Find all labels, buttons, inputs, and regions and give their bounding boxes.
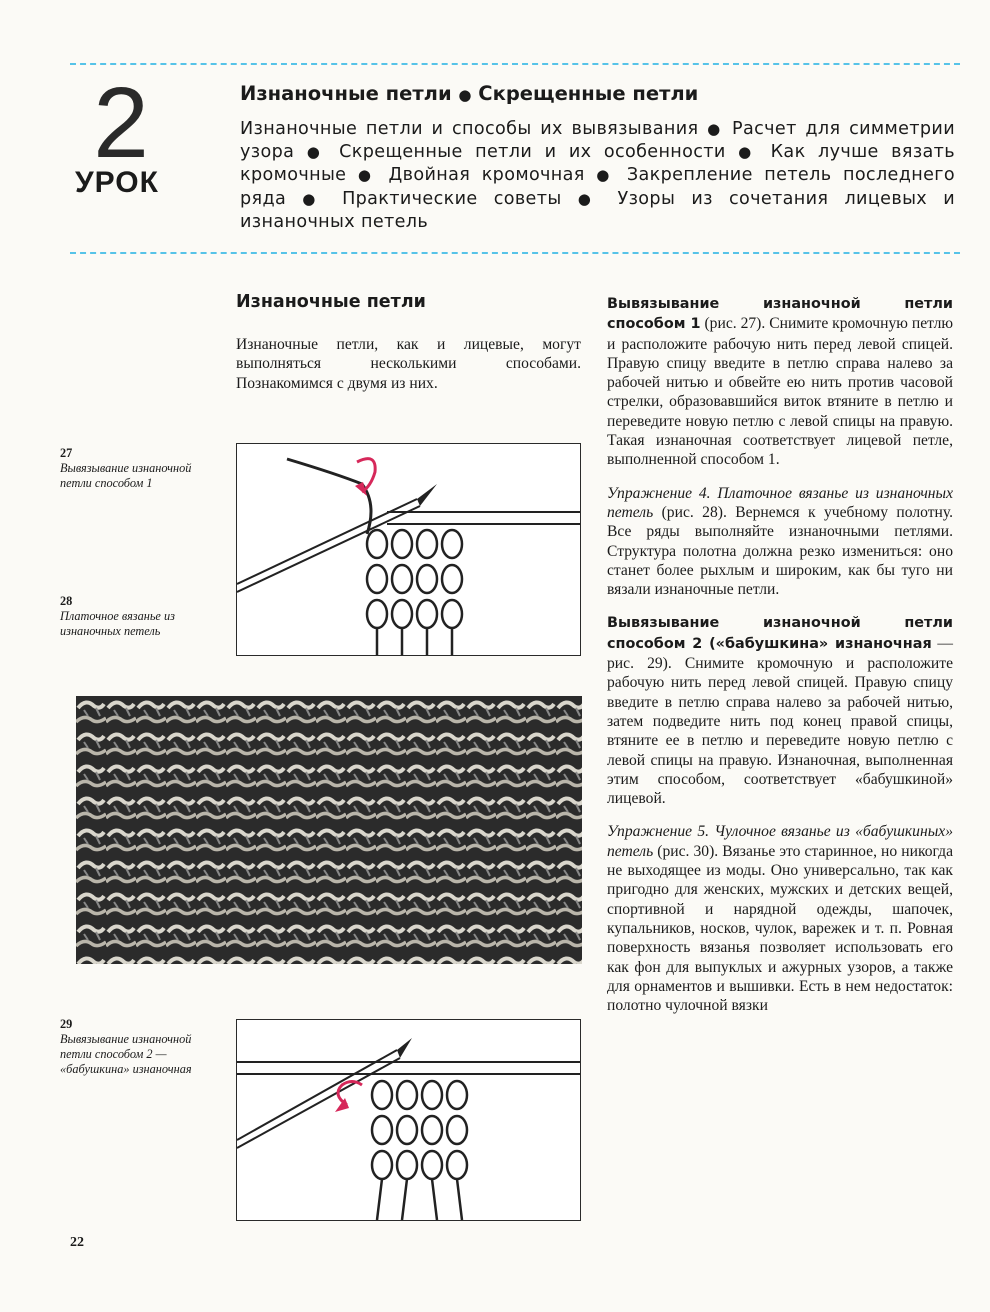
paragraph-body: (рис. 28). Вернемся к учебному полотну. Все ряды выполняйте изнаночными петлями. Структура полотна должна резко измениться: оно станет более рыхлым и широким, как бы туго ни вязали изнаночные петли. xyxy=(607,503,953,599)
figure-number: 29 xyxy=(60,1017,73,1031)
bottom-divider xyxy=(70,252,960,254)
paragraph-method-1 xyxy=(607,294,953,470)
figure-number: 27 xyxy=(60,446,73,460)
figure-29-caption xyxy=(60,1017,210,1077)
bullet-icon: ● xyxy=(458,86,472,104)
page-number: 22 xyxy=(70,1235,84,1250)
lesson-summary xyxy=(240,118,955,234)
paragraph-lead: Упражнение 5. Чулочное вязанье из «бабушкиных» петель xyxy=(607,823,953,860)
bullet-icon: ● xyxy=(357,166,377,185)
bullet-icon: ● xyxy=(577,189,602,208)
summary-item: Двойная кромочная xyxy=(388,165,585,186)
paragraph-lead: Вывязывание изнаночной петли способом 2 («бабушкина» изнаночная xyxy=(607,615,953,652)
lesson-title-part-1: Изнаночные петли xyxy=(240,82,452,105)
figure-27-caption xyxy=(60,446,210,491)
figure-29-illustration xyxy=(236,1019,581,1221)
lesson-title-part-2: Скрещенные петли xyxy=(478,82,699,105)
right-column-text xyxy=(607,294,953,1029)
summary-item: Как лучше вязать кромочные xyxy=(240,142,955,186)
bullet-icon: ● xyxy=(738,143,759,162)
figure-28-photo xyxy=(76,696,582,964)
summary-item: Изнаночные петли и способы их вывязывания xyxy=(240,119,699,139)
figure-28-caption xyxy=(60,594,210,639)
figure-27-illustration xyxy=(236,443,581,656)
lesson-number: 2 xyxy=(93,67,149,179)
bullet-icon: ● xyxy=(596,166,616,185)
figure-caption-text: Вывязывание изнаночной петли способом 2 — «бабушкина» изнаночная xyxy=(60,1032,192,1076)
summary-item: Практические советы xyxy=(342,188,562,209)
intro-paragraph: Изнаночные петли, как и лицевые, могут выполняться несколькими способами. Познакомимся с двумя из них. xyxy=(236,336,581,392)
summary-item: Закрепление петель последнего ряда xyxy=(240,165,955,209)
lesson-label: УРОК xyxy=(75,166,159,199)
summary-item: Узоры из сочетания лицевых и изнаночных петель xyxy=(240,188,955,232)
bullet-icon: ● xyxy=(302,189,326,208)
paragraph-lead: Упражнение 4. Платочное вязанье из изнаночных петель xyxy=(607,484,953,521)
paragraph-exercise-5 xyxy=(607,822,953,1015)
figure-caption-text: Платочное вязанье из изнаночных петель xyxy=(60,609,175,638)
paragraph-lead: Вывязывание изнаночной петли способом 1 xyxy=(607,296,953,333)
bullet-icon: ● xyxy=(306,143,327,162)
paragraph-body: — рис. 29). Снимите кромочную и расположите рабочую нить перед левой спицей. Правую спицу введите в петлю справа налево за рабочей нитью, затем подведите нить под конец правой спицы, втяните ее в петлю и переведите новую петлю с левой спицы на правую. Изнаночная, выполненная этим способом, соответствует «бабушкиной» лицевой. xyxy=(607,634,953,808)
bullet-icon: ● xyxy=(707,120,724,138)
paragraph-method-2 xyxy=(607,613,953,808)
paragraph-body: (рис. 30). Вязанье это старинное, но никогда не выходящее из моды. Оно универсально, так как пригодно для женских, мужских и детских вещей, спортивной и нарядной одежды, шапочек, купальников, носков, чулок, варежек и т. п. Ровная поверхность вязанья позволяет использовать его как фон для выпуклых и ажурных узоров, а также для орнаментов и вышивки. Есть в нем недостаток: полотно чулочной вязки xyxy=(607,842,953,1015)
figure-caption-text: Вывязывание изнаночной петли способом 1 xyxy=(60,461,192,490)
paragraph-exercise-4 xyxy=(607,484,953,600)
top-divider xyxy=(70,63,960,65)
lesson-title xyxy=(240,82,960,105)
summary-item: Расчет для симметрии узора xyxy=(240,119,955,163)
summary-item: Скрещенные петли и их особенности xyxy=(339,142,726,163)
figure-number: 28 xyxy=(60,594,73,608)
section-heading: Изнаночные петли xyxy=(236,292,426,312)
paragraph-body: (рис. 27). Снимите кромочную петлю и расположите рабочую нить перед левой спицей. Правую спицу введите в петлю справа налево за рабочей нитью и обвейте ею нить против часовой стрелки, образовавшийся виток втяните в петлю и переведите новую петлю с левой спицы на правую. Такая изнаночная соответствует лицевой петле, выполненной способом 1. xyxy=(607,315,954,469)
